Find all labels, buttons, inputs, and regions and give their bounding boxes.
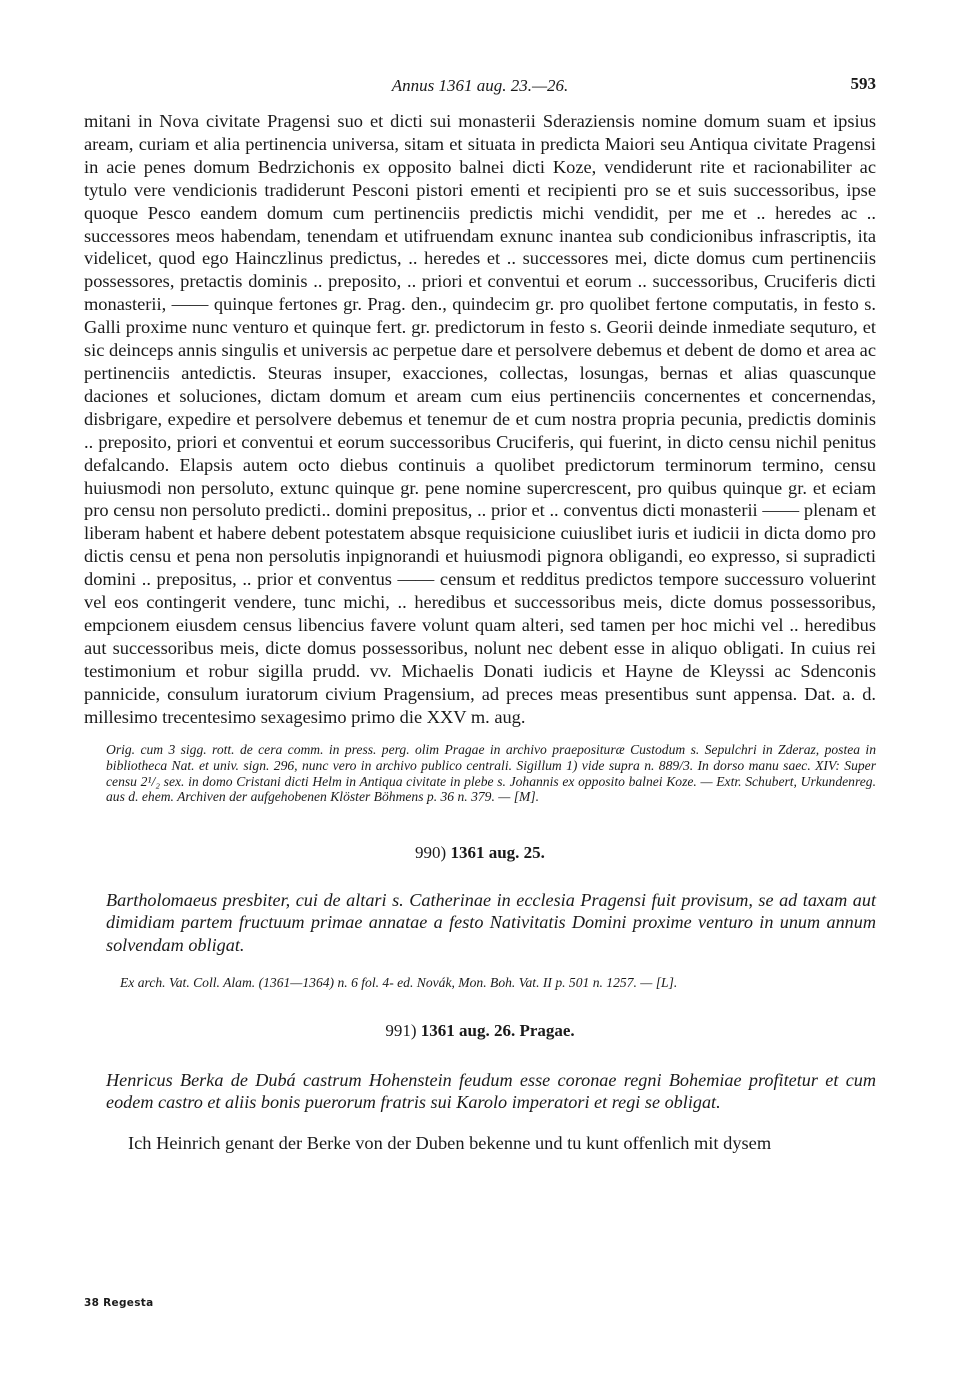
running-head xyxy=(84,70,876,100)
regest-990: Bartholomaeus presbiter, cui de altari s. Catherinae in ecclesia Pragensi fuit provisum, se ad taxam aut dimidiam partem fructuum primae annatae a festo Nativitatis Domini proxime venturo in unum annum solvendam obligat. xyxy=(106,889,876,955)
charter-start-991: Ich Heinrich genant der Berke von der Duben bekenne und tu kunt offenlich mit dysem xyxy=(128,1132,772,1153)
entry-date: 1361 aug. 25. xyxy=(450,842,545,862)
regest-991: Henricus Berka de Dubá castrum Hohenstein feudum esse coronae regni Bohemiae profitetur et cum eodem castro et aliis bonis puerorum fratris sui Karolo imperatori et regi se obligat. xyxy=(106,1069,876,1113)
entry-number: 990) xyxy=(415,842,447,862)
entry-heading-991 xyxy=(84,1021,876,1041)
source-note-990: Ex arch. Vat. Coll. Alam. (1361—1364) n. 6 fol. 4- ed. Novák, Mon. Boh. Vat. II p. 501 n. 1257. — [L]. xyxy=(120,974,678,990)
critical-apparatus: Orig. cum 3 sigg. rott. de cera comm. in press. perg. olim Pragae in archivo praeposituræ Custodum s. Sepulchri in Zderaz, postea in bibliotheca Nat. et univ. sign. 296, nunc vero in archivo publico centrali. Sigillum 1) vide supra n. 889/3. In dorso manu saec. XIV: Super censu 2¹/₂ sex. in domo Cristani dicti Helm in Antiqua civitate in plebe s. Johannis ex opposito balnei Koze. — Extr. Schubert, Urkundenreg. aus d. ehem. Archiven der aufgehobenen Klöster Böhmens p. 36 n. 379. — [M]. xyxy=(106,742,876,805)
entry-number: 991) xyxy=(385,1020,417,1040)
printer-signature: 38 Regesta xyxy=(84,1297,154,1309)
charter-text: mitani in Nova civitate Pragensi suo et dicti sui monasterii Sderaziensis nomine domum suam et ipsius aream, curiam et alia pertinencia universa, sitam et situata in predicta Maiori seu Antiqua civitate Pragensi in acie penes domum Bedrzichonis ex opposito balnei dicti Koze, vendiderunt rite et racionabiliter ac tytulo vere vendicionis tradiderunt Pesconi pistori ementi et recipienti pro se et suis successoribus, ipse quoque Pesco eandem domum cum pertinenciis predictis michi vendidit, per me et .. heredes ac .. successores meos habendam, tenendam et utifruendam exnunc inantea sub condicionibus infrascriptis, ita videlicet, quod ego Hainczlinus predictus, .. heredes et .. successores mei, dicte domus cum pertinenciis possessores, pretactis dominis .. preposito, .. priori et conventui et eorum .. successoribus, Cruciferis dicti monasterii, —— quinque fertones gr. Prag. den., quindecim gr. pro quolibet fertone computatis, in festo s. Galli proxime nunc venturo et quinque fert. gr. predictorum in festo s. Georii deinde inmediate sequturo, et sic deinceps annis singulis et universis ac perpetue dare et persolvere debemus et debent de domo et area ac pertinenciis antedictis. Steuras insuper, exacciones, collectas, losungas, bernas et alias quascunque daciones et soluciones, dictam domum et aream cum eius pertinenciis concernentes et concernendas, disbrigare, expedire et persolvere debemus et tenemur de et cum nostra propria pecunia, predictis dominis .. preposito, priori et conventui et eorum successoribus Cruciferis, qui fuerint, in dicto censu nichil penitus defalcando. Elapsis autem octo diebus continuis a quolibet predictorum terminorum termino, censu huiusmodi non persoluto, extunc quinque gr. pene nomine supercrescent, pro quibus quinque gr. et eciam pro censu non persoluto predicti.. domini prepositus, .. prior et .. conventus dicti monasterii —— plenam et liberam habent et habere debent potestatem absque requisicione cuiuslibet iuris et iudicii in dicta domo pro dictis censu et pena non persolutis inpignorandi et huiusmodi pignora obligandi, eo expresso, si supradicti domini .. prepositus, .. prior et conventus —— censum et redditus predictos tempore successuro voluerint vel eos contingerit vendere, tunc michi, .. heredibus et successoribus meis, dicte domus possessoribus, empcionem eiusdem census libencius favere volunt quam alteri, sed tamen per hoc michi vel .. heredibus aut successoribus meis, dicte domus possessoribus, nolunt nec debent esse in aliquo obligati. In cuius rei testimonium et robur sigilla prudd. vv. Michaelis Donati iudicis et Hayne de Kleyssi ac Sdenconis pannicide, consulum iuratorum civium Pragensium, ad preces meas presentibus sunt appensa. Dat. a. d. millesimo trecentesimo sexagesimo primo die XXV m. aug. xyxy=(84,111,876,727)
page-number: 593 xyxy=(850,74,876,93)
document-page xyxy=(84,70,876,1173)
running-title: Annus 1361 aug. 23.—26. xyxy=(391,76,569,95)
entry-date: 1361 aug. 26. Pragae. xyxy=(420,1020,575,1040)
entry-heading-990 xyxy=(84,843,876,863)
